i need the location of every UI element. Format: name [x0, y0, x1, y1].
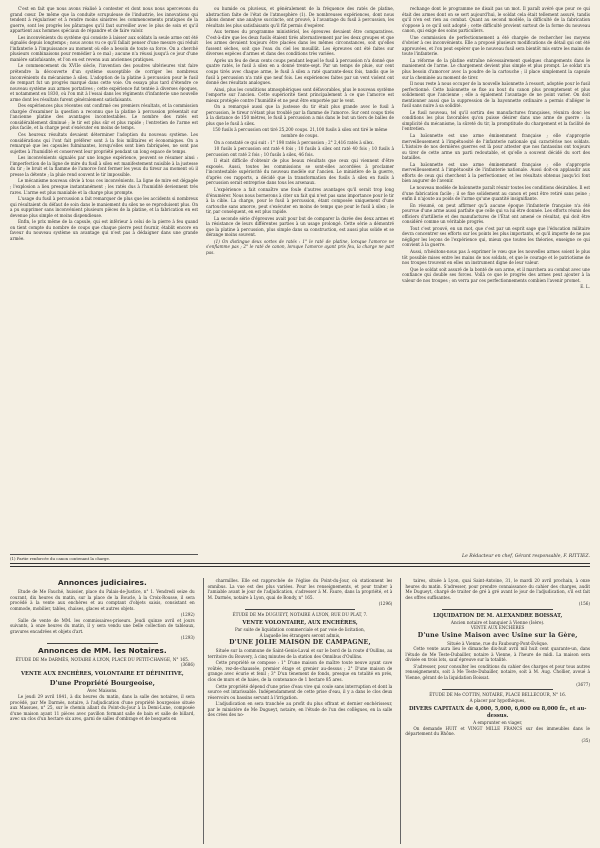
announcement: [10, 694, 195, 722]
paragraph: Le mécanisme nouveau obvie à tous ces inconvénients. La ligne de mire est dégagée ; l'explosion a lieu presque instantanément ; les ratés dus à l'humidité deviennent très rares. L'arme est plus maniable et la charge plus prompte.: [10, 178, 198, 195]
paragraph: Ces heureux résultats devaient déterminer l'adoption du nouveau système. Les considérations qui l'ont fait préférer sont à la fois militaires et économiques. On a remarqué que les capsules fulminantes, lorsqu'elles sont bien fabriquées, ne sont pas sujettes à l'humidité et conservent leur propriété pendant un long espace de temps.: [10, 132, 198, 154]
paragraph: C'est en fait que nous avons réalisé à contester et dont nous nous apercevons du grand cœur. De même que la conduite scrupuleuse de l'industrie, les innovations qui tendent à régulariser et à rendre moins sinistres les commencements pratiques de la guerre, sont les progrès les pâturages qu'il faut surveiller avec le plus de soin et qu'il appartient aux hommes spéciaux de répandre et de faire valoir.: [10, 6, 198, 34]
divider: [442, 609, 553, 610]
liquidation-title: LIQUIDATION DE M. ALEXANDRE BOISSAT,: [433, 612, 563, 619]
paragraph: On a remarqué aussi que la justesse du tir était plus grande avec le fusil à percussion, le tireur n'étant plus troublé par la flamme de l'amorce. Sur cent coups tirés à la distance de 150 mètres, le fusil à percussion a mis dans le but un tiers de balles de plus que le fusil à silex.: [206, 104, 394, 126]
paragraph: On a constaté ce qui suit : 1° 198 ratés à percussion ; 2° 2,416 ratés à silex.: [214, 139, 374, 145]
paragraph: Il était difficile d'obtenir de plus beaux résultats que ceux qui viennent d'être exposés. Aussi, toutes les commissions se sont-elles accordées à proclamer l'incontestable supériorité du nouveau modèle sur l'ancien. Le ministère de la guerre, d'après ces rapports, a décidé que la transformation des fusils à silex en fusils à percussion serait entreprise dans tous les arsenaux.: [206, 158, 394, 186]
reference-number: (1293): [180, 635, 195, 641]
announcement: [405, 578, 590, 607]
article-text: [10, 6, 198, 241]
paragraph: La baïonnette est une arme éminemment française ; elle s'approprie merveilleusement à l'impétuosité de l'infanterie nationale qui caractérise nos soldats. L'histoire de nos dernières guerres est là pour attester que nos fantassins ont toujours su tirer de cette arme un parti redoutable, et qu'elle a souvent décidé du sort des batailles.: [402, 133, 590, 161]
paragraph: La baïonnette est une arme éminemment française ; elle s'approprie merveilleusement à l'impétuosité de l'infanterie nationale. Aussi doit-on applaudir aux efforts de ceux qui cherchent à la perfectionner, et les résultats obtenus jusqu'ici font bien augurer de l'avenir.: [402, 161, 590, 184]
paragraph: Cette propriété dépend d'une prise d'eau vive qui coule sans interruption et dont la source est intarissable. Indépendamment de cette prise d'eau, il y a dans le clos deux réservoirs ou bassins servant à l'irrigation.: [207, 683, 393, 700]
paragraph: La seconde série d'épreuves avait pour but de comparer la durée des deux armes et la résistance de leurs différentes parties à un usage prolongé. Cette série a démontré que la platine à percussion, plus simple dans sa construction, est aussi plus solide et se dérange moins souvent.: [206, 215, 394, 238]
liquidation-subtitle: Ancien notaire et banquier à Vienne (Isère).: [450, 619, 545, 625]
section-heading-judicial: Annonces judiciaires.: [57, 578, 147, 587]
paragraph: Etude de Me Fauché, huissier, place du Palais-de-Justice, n° 1. Vendredi seize du courant, dix heures du matin, sur la place de la Boucle, à la Croix-Rousse, il sera procédé à la vente aux enchères et au comptant d'objets saisis, consistant en commode, mobilier, tables, chaises, glaces et autres objets.: [10, 589, 195, 611]
sale-subtitle: Par suite de liquidation commerciale et par voie de licitation,: [234, 627, 366, 633]
signature-initials: E. L.: [580, 284, 590, 290]
announcements-column-2: [203, 578, 393, 844]
office-header: ÉTUDE DE Me DUGUEYT, NOTAIRE À LYON, RUE DU PLAT, 7.: [232, 611, 368, 617]
sale-title: VENTE VOLONTAIRE, AUX ENCHÈRES,: [242, 620, 358, 627]
paragraph: rechange dont le programme ne disait pas un mot. Il paraît avéré que pour ce qui était des armes dont on se sert aujourd'hui, le soldat cela était tellement assuré, tandis qu'il n'en est rien au combat. Quant au second modèle, la difficulté de la fabrication s'oppose à ce qu'il soit adopté ; cette difficulté provient surtout de la forme du nouveau canon, qui exige des soins particuliers.: [402, 6, 590, 34]
paragraph: 10 fusils à percussion ont raté 4 fois ; 10 fusils à silex ont raté 40 fois ; 10 fusils à percussion ont raté 2 fois ; 10 fusils à silex, 46 fois.: [206, 146, 394, 157]
paragraph: Située sur la commune de Saint-Genis-Laval et sur le bord de la route d'Oullins, au territoire du Bouvery, à cinq minutes de la station des Omnibus d'Oullins.: [207, 648, 393, 659]
paragraph: ou humide ou pluvieux, et généralement de la fréquence des ratés de platine, abstraction faite de l'état de l'atmosphère (1). De nombreuses expériences, dont nous allons donner une analyse succincte, ont prouvé, à l'avantage du fusil à percussion, les résultats les plus satisfaisants qu'il fût permis d'espérer.: [206, 6, 394, 28]
announcement: [208, 578, 393, 607]
article-column-2: [206, 6, 394, 561]
paragraph: Le fusil nouveau, tel qu'il sortira des manufactures françaises, réunira donc les conditions les plus favorables qu'on puisse désirer dans une arme de guerre : la simplicité du mécanisme, la sûreté du tir, la promptitude du chargement et la facilité de l'entretien.: [402, 109, 590, 132]
paragraph: La réforme de la platine entraîne nécessairement quelques changements dans le maniement de l'arme. Le chargement devient plus simple et plus prompt. Le soldat n'a plus besoin d'amorcer avec la poudre de la cartouche ; il place simplement la capsule sur la cheminée au moment de tirer.: [402, 57, 590, 80]
property-location: Située à Vienne, rue du Faubourg-Pont-Évêque.: [447, 640, 549, 646]
property-title: D'une Propriété Bourgeoise,: [49, 678, 155, 687]
property-title: D'une Usine Maison avec Usine sur la Gère,: [417, 631, 578, 639]
announcement: [10, 662, 195, 668]
paragraph: Il nous reste à nous occuper de la nouvelle baïonnette à ressort, adoptée pour le fusil perfectionné. Cette baïonnette se fixe au bout du canon plus promptement et plus solidement que l'ancienne ; elle a également l'avantage de ne point varier. On doit mentionner aussi que la suppression de la bayonnette ordinaire a permis d'alléger le fusil sans nuire à sa solidité.: [402, 81, 590, 109]
editor-signature-text: Le Rédacteur en chef, Gérant responsable, F. RITTIEZ.: [462, 554, 590, 559]
paragraph: Après un feu de deux cents coups pendant lequel le fusil à percussion n'a donné que quatre ratés, le fusil à silex en a donné trente-sept. Par un temps de pluie, sur cent coups tirés avec chaque arme, le fusil à silex a raté quarante-deux fois, tandis que le fusil à percussion n'a raté que neuf fois. Les expériences faites par un vent violent ont donné des résultats analogues.: [206, 57, 394, 86]
article-text: [206, 6, 394, 256]
sale-title: VENTE AUX ENCHÈRES, VOLONTAIRE ET DÉFINITIVE,: [20, 670, 184, 677]
loan-heading: A placer par hypothèques,: [469, 697, 526, 703]
paragraph: Des expériences plus récentes ont confirmé ces premiers résultats, et la commission chargée d'examiner la question a reconnu que la platine à percussion présentait sur l'ancienne platine des avantages incontestables. Le nombre des ratés est considérablement diminué ; le tir est plus sûr et plus rapide ; l'entretien de l'arme est plus facile, et la charge peut s'exécuter en moins de temps.: [10, 103, 198, 131]
property-subtitle: Avec Maisons.: [87, 688, 118, 694]
sale-label: VENTE AUX ENCHÈRES: [470, 625, 525, 631]
capital-title: DIVERS CAPITAUX de 4,000, 5,000, 6,000 ou 8,000 fr., et au-dessus.: [408, 706, 587, 720]
reference-number: (1292): [180, 612, 195, 618]
announcement: [405, 646, 590, 687]
article-column-1: [10, 6, 198, 561]
office-header: ÉTUDE DE Me COTTIN, NOTAIRE, PLACE BELLECOUR, N° 16.: [429, 692, 567, 698]
paragraph: Une commission de perfectionnement a été chargée de rechercher les moyens d'obvier à ces inconvénients. Elle a proposé plusieurs modifications de détail qui ont été approuvées, et l'on peut espérer que le nouveau fusil sera bientôt mis entre les mains de toute l'infanterie.: [402, 34, 590, 57]
announcements-section: [10, 578, 590, 844]
announcement: [10, 589, 195, 641]
reference-number: (1296): [378, 601, 393, 607]
article-section: [10, 6, 590, 561]
paragraph: Les inconvénients du système qui consiste à laisser aux soldats la seule arme ont été signalés depuis longtemps ; nous avons vu ce qu'il fallait penser d'une mesure qui réduit l'infanterie à l'impuissance au moment où elle a besoin de toute sa force. On a cherché plusieurs combinaisons pour remédier à ce mal ; aucune n'a réussi jusqu'à ce jour d'une manière satisfaisante, et l'on en est revenu aux anciennes pratiques.: [10, 34, 198, 62]
section-heading-notaries: Annonces de MM. les Notaires.: [38, 645, 167, 655]
paragraph: Enfin, le prix même de la capsule, qui est inférieur à celui de la pierre à feu quand on tient compte du nombre de coups que chaque pierre peut fournir, établit encore en faveur du nouveau système un avantage qui n'est pas à dédaigner dans une grande armée.: [10, 219, 198, 241]
announcement: [405, 726, 590, 744]
paragraph: Salle de vente de MM. les commissaires-priseurs. Jeudi quinze avril et jours suivants, à onze heures du matin, il y sera vendu une belle collection de tableaux, gravures encadrées et objets d'art.: [10, 617, 195, 634]
divider: [442, 689, 553, 690]
paragraph: Le jeudi 29 avril 1841, à dix heures du matin, dans la salle des notaires, il sera procédé, par Me Darmès, notaire, à l'adjudication d'une propriété bourgeoise située aux Massues, n° 25, sur le chemin allant du Point-du-Jour à la Demi-Lune, composée d'une maison ayant 11 pièces avec pavillon formant salle de bain et salle de billard, avec un clos d'un hectare six ares, garni de salles d'ombrage et de bosquets en: [10, 693, 195, 722]
paragraph: Tout c'est prouvé, en un mot, que c'est par un esprit sage que l'éducation militaire devra concentrer ses efforts sur les points les plus importants, et qu'il importe de ne pas négliger les leçons de l'expérience qui, mieux que toutes les théories, enseigne ce qui convient à la guerre.: [402, 225, 590, 248]
statistic-line: 150 fusils à percussion ont tiré 25,200 coups. 21,100 fusils à silex ont tiré le même nombre de coups.: [212, 127, 388, 139]
editor-signature: [402, 554, 590, 559]
property-title: D'UNE JOLIE MAISON DE CAMPAGNE,: [229, 639, 371, 647]
footnote: (1) On distingue deux sortes de ratés : 1° le raté de platine, lorsque l'amorce ne s'enflamme pas ; 2° le raté de canon, lorsque l'amorce ayant pris feu, la charge ne part pas.: [206, 238, 394, 255]
paragraph: L'expérience a fait connaître une foule d'autres avantages qu'il serait trop long d'énumérer. Nous nous bornerons à citer un fait qui n'est pas sans importance pour le tir à la cible. La charge, pour le fusil à percussion, étant composée uniquement d'une cartouche sans amorce, peut s'exécuter en moins de temps que pour le fusil à silex ; le tir, par conséquent, en est plus rapide.: [206, 186, 394, 215]
paragraph: Cette propriété se compose : 1° D'une maison de maître toute neuve ayant cave voûtée, rez-de-chaussée, premier étage et grenier au-dessus ; 2° D'une maison de grange avec écurie et fenil ; 3° D'un tènement de fonds, presque en totalité en prés, clos de murs et de haies, de la contenance de 1 hectare 85 ares.: [207, 660, 393, 682]
paragraph: Ainsi, plus les conditions atmosphériques sont défavorables, plus le nouveau système l'emporte sur l'ancien. Cette supériorité tient principalement à ce que l'amorce est mieux protégée contre l'humidité et ne peut être emportée par le vent.: [206, 86, 394, 103]
paragraph: Cette vente aura lieu le dimanche dix-huit avril mil huit cent quarante-un, dans l'étude de Me Teste-Dubailler, notaire à Vienne, à l'heure de midi. La maison sera divisée en trois lots, sauf épreuve sur la totalité.: [405, 646, 591, 663]
divider: [47, 643, 158, 644]
paragraph: Le nouveau modèle de baïonnette paraît réunir toutes les conditions désirables. Il est d'une fabrication facile ; il se fixe solidement au canon et peut être retiré sans peine ; enfin il n'ajoute au poids de l'arme qu'une quantité insignifiante.: [402, 184, 590, 202]
paragraph: L'adjudication en sera tranchée au profit du plus offrant et dernier enchérisseur, par le ministère de Me Dugueyt, notaire, en l'étude de l'un des collègues, en la salle des crées des no-: [207, 701, 393, 718]
reference-number: (156): [578, 601, 591, 607]
announcements-column-3: [400, 578, 590, 844]
paragraph: Que le soldat soit assuré de la bonté de son arme, et il marchera au combat avec une confiance qui double ses forces. Voilà ce que le progrès des armes peut ajouter à la valeur de nos troupes ; on verra par ces perfectionnements combien l'avenir promet.: [402, 266, 590, 283]
paragraph: Le commencement du XVIIe siècle, l'invention des poudres ultérieures vint faire prétendre la découverte d'un système susceptible de corriger les nombreux inconvénients du mécanisme à silex. L'adoption de la platine à percussion pour le fusil de rempart fut un progrès marqué dans cette voie. On essaya plus tard d'étendre ce nouveau système aux armes portatives ; cette expérience fut tentée à diverses époques, et notamment en 1830, où l'on mit à l'essai dans les régiments d'infanterie une nouvelle arme dont les résultats furent généralement satisfaisants.: [10, 63, 198, 102]
sale-subtitle: À laquelle les étrangers seront admis,: [259, 632, 341, 638]
reference-number: (3677): [576, 681, 591, 687]
reference-number: (3686): [180, 662, 195, 668]
paragraph: charmilles. Elle est rapprochée de l'église du Point-du-Jour, où stationnent les omnibus. La vue est des plus variées. Pour les renseignements, et pour traiter à l'amiable avant le jour de l'adjudication, s'adresser à M. Faure, dans la propriété, et à M. Darmès, notaire à Lyon, quai de Bondy, n° 165.: [207, 578, 393, 600]
paragraph: En résumé, on peut affirmer qu'à aucune époque l'infanterie française n'a été pourvue d'une arme aussi parfaite que celle qui va lui être donnée. Les efforts réunis des officiers d'artillerie et des manufactures de l'État ont amené ce résultat, qui doit être considéré comme un véritable progrès.: [402, 202, 590, 225]
article-column-3: [402, 6, 590, 561]
paragraph: Aux termes du programme ministériel, les épreuves devaient être comparatives. C'est-à-dire que les deux fusils étaient tirés alternativement par les deux groupes et que les armes devaient toujours être placées dans les mêmes circonstances, soit qu'elles fussent sèches, soit que l'eau du ciel les mouillât. Les épreuves ont été faites sur diverses espèces d'armes et dans des conditions très variées.: [206, 29, 394, 57]
paragraph: S'adresser, pour consulter les conditions du cahier des charges et pour tous autres renseignements, soit à Me Teste-Dubailler, notaire, soit à M. Aug. Chollier, avoué à Vienne, gérant de la liquidation Boissat.: [405, 663, 591, 680]
paragraph: Les inconvénients signalés par une longue expérience, peuvent se résumer ainsi : l'imperfection de la ligne de mire du fusil à silex est manifestement nuisible à la justesse du tir ; le bruit et la flamme de l'amorce font fermer les yeux du tireur au moment où il presse la détente ; la pluie rend souvent le tir impossible.: [10, 155, 198, 177]
paragraph: On demande HUIT et VINGT MILLE FRANCS sur des immeubles dans le département du Rhône.: [405, 725, 591, 737]
reference-number: (35): [581, 737, 591, 743]
paragraph: L'usage du fusil à percussion a fait remarquer de plus que les accidents si nombreux qui résultaient du défaut de soin dans le maniement du silex ne se reproduisent plus. On a pu supprimer sans inconvénient plusieurs pièces de la platine, et la fabrication en est devenue plus simple et moins dispendieuse.: [10, 196, 198, 218]
announcements-column-1: [10, 578, 195, 844]
section-divider: [10, 563, 590, 564]
footnote: (1) Partie renforcée du canon contenant la charge.: [10, 554, 198, 561]
announcement: [208, 648, 393, 718]
section-divider-thin: [10, 566, 590, 567]
paragraph: taires, située à Lyon, quai Saint-Antoine, 31, le mardi 20 avril prochain, à onze heures du matin. S'adresser, pour prendre connaissance du cahier des charges, audit Me Dugueyt, chargé de traiter de gré à gré avant le jour de l'adjudication, s'il est fait des offres suffisantes.: [405, 578, 591, 600]
paragraph: Aussi, n'hésitons-nous pas à exprimer le vœu que les nouvelles armes soient le plus tôt possible mises entre les mains de nos soldats, et que le courage et le patriotisme de nos troupes trouvent en elles un instrument digne de leur valeur.: [402, 248, 590, 266]
office-header: ÉTUDE DE Me DARMÈS, NOTAIRE À LYON, PLACE DU PETIT-CHANGE, N° 165.: [15, 656, 190, 662]
divider: [245, 609, 356, 610]
article-text: [402, 6, 590, 290]
loan-subheading: A emprunter en viager,: [473, 720, 523, 726]
